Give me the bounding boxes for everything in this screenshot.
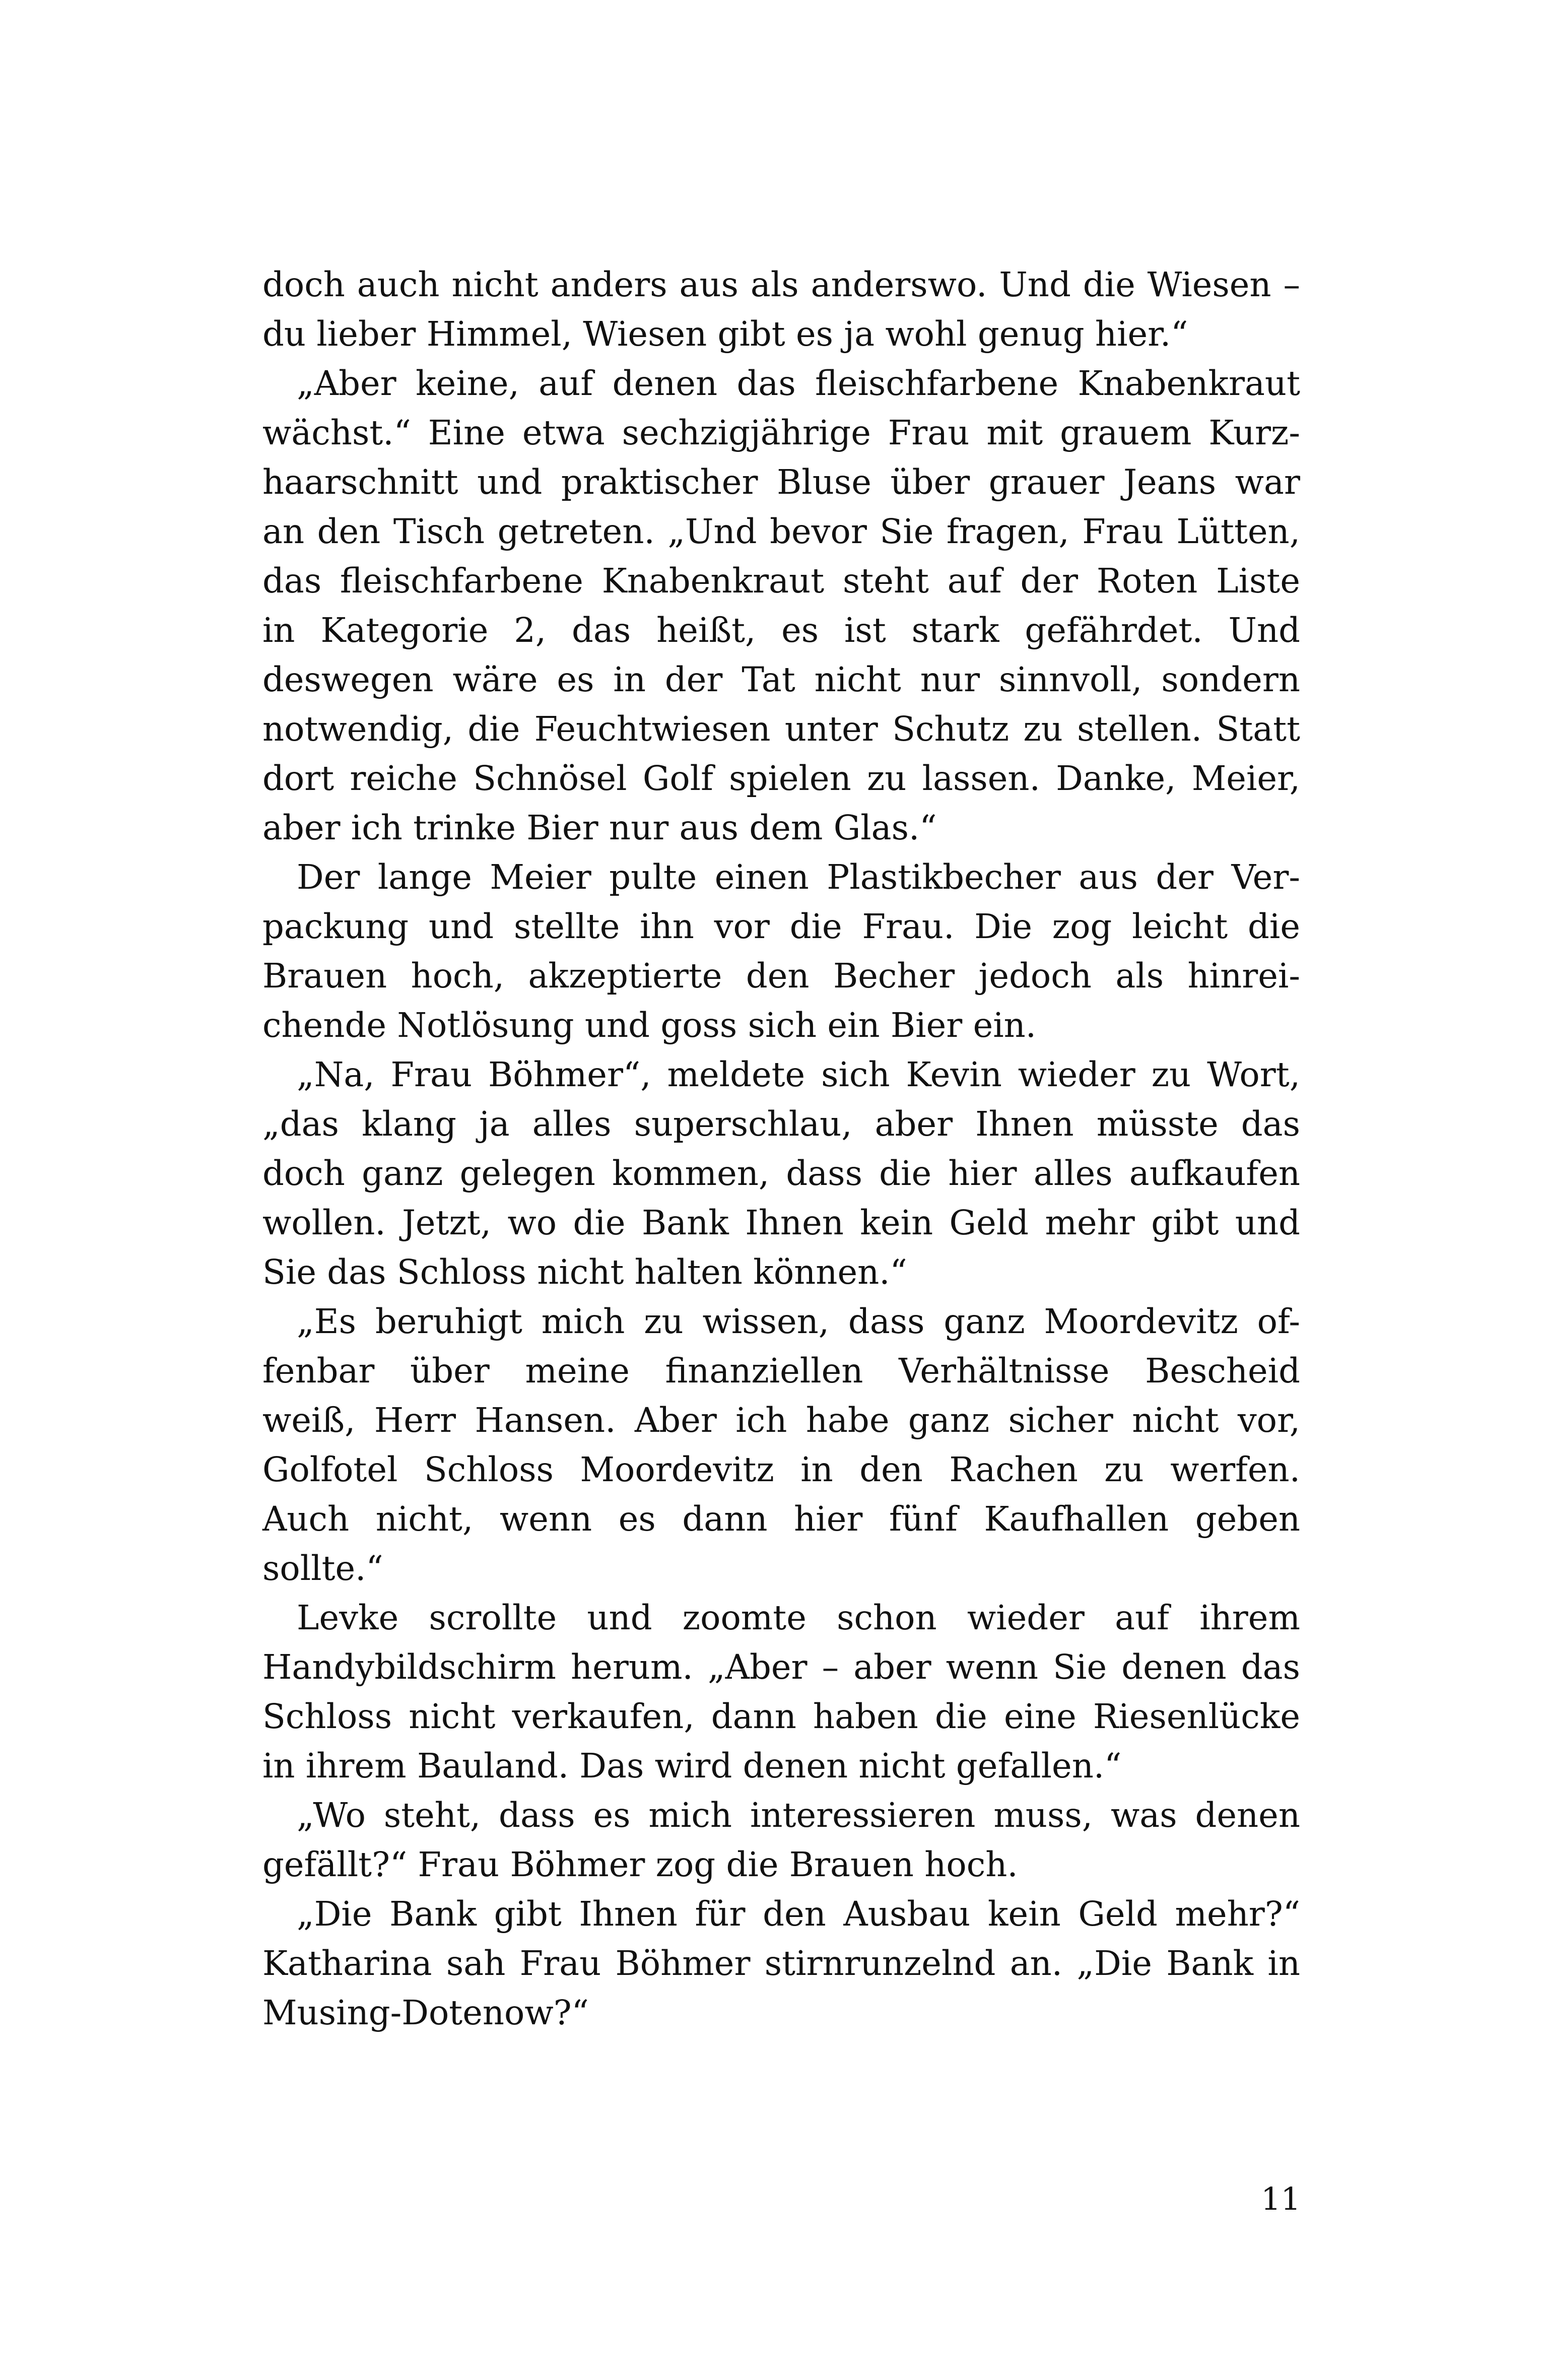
text-line: aber ich trinke Bier nur aus dem Glas.“ xyxy=(262,808,937,847)
text-line: gefällt?“ Frau Böhmer zog die Brauen hoch. xyxy=(262,1845,1018,1884)
text-line: Auch nicht, wenn es dann hier fünf Kaufhallen geben xyxy=(262,1499,1300,1539)
text-line: du lieber Himmel, Wiesen gibt es ja wohl genug hier.“ xyxy=(262,314,1188,354)
text-line: chende Notlösung und goss sich ein Bier ein. xyxy=(262,1006,1037,1045)
text-line: haarschnitt und praktischer Bluse über grauer Jeans war xyxy=(262,462,1300,502)
text-line: „Es beruhigt mich zu wissen, dass ganz Moordevitz of- xyxy=(297,1302,1300,1341)
text-line: weiß, Herr Hansen. Aber ich habe ganz sicher nicht vor, xyxy=(262,1401,1300,1440)
text-line: in Kategorie 2, das heißt, es ist stark gefährdet. Und xyxy=(262,611,1300,650)
text-line: notwendig, die Feuchtwiesen unter Schutz zu stellen. Statt xyxy=(262,709,1300,749)
text-line: in ihrem Bauland. Das wird denen nicht gefallen.“ xyxy=(262,1746,1122,1786)
text-line: dort reiche Schnösel Golf spielen zu lassen. Danke, Meier, xyxy=(262,759,1300,798)
text-line: doch auch nicht anders aus als anderswo. Und die Wiesen – xyxy=(262,265,1300,304)
text-line: Sie das Schloss nicht halten können.“ xyxy=(262,1252,907,1292)
text-line: doch ganz gelegen kommen, dass die hier alles aufkaufen xyxy=(262,1154,1300,1193)
text-line: Levke scrollte und zoomte schon wieder auf ihrem xyxy=(297,1598,1300,1637)
text-line: Schloss nicht verkaufen, dann haben die eine Riesenlücke xyxy=(262,1697,1300,1736)
text-line: Katharina sah Frau Böhmer stirnrunzelnd an. „Die Bank in xyxy=(262,1944,1300,1983)
text-line: Golfotel Schloss Moordevitz in den Rachen zu werfen. xyxy=(262,1450,1300,1489)
text-line: fenbar über meine finanziellen Verhältnisse Bescheid xyxy=(262,1351,1300,1391)
text-line: deswegen wäre es in der Tat nicht nur sinnvoll, sondern xyxy=(262,660,1300,699)
text-line: Handybildschirm herum. „Aber – aber wenn Sie denen das xyxy=(262,1647,1300,1687)
text-line: „Die Bank gibt Ihnen für den Ausbau kein Geld mehr?“ xyxy=(297,1894,1300,1934)
text-line: „Na, Frau Böhmer“, meldete sich Kevin wieder zu Wort, xyxy=(297,1055,1300,1094)
text-line: wächst.“ Eine etwa sechzigjährige Frau mit grauem Kurz- xyxy=(262,413,1300,452)
text-line: „Aber keine, auf denen das fleischfarbene Knabenkraut xyxy=(297,364,1300,403)
text-line: Musing-Dotenow?“ xyxy=(262,1993,589,2032)
text-line: das fleischfarbene Knabenkraut steht auf der Roten Liste xyxy=(262,561,1300,601)
text-line: Brauen hoch, akzeptierte den Becher jedoch als hinrei- xyxy=(262,956,1300,996)
page-number: 11 xyxy=(1261,2180,1301,2217)
text-line: an den Tisch getreten. „Und bevor Sie fragen, Frau Lütten, xyxy=(262,512,1300,551)
body-text xyxy=(262,260,1300,2037)
text-line: Der lange Meier pulte einen Plastikbecher aus der Ver- xyxy=(297,857,1300,897)
text-line: sollte.“ xyxy=(262,1549,383,1588)
text-line: „Wo steht, dass es mich interessieren muss, was denen xyxy=(297,1796,1300,1835)
text-line: „das klang ja alles superschlau, aber Ihnen müsste das xyxy=(262,1104,1300,1144)
text-line: wollen. Jetzt, wo die Bank Ihnen kein Geld mehr gibt und xyxy=(262,1203,1300,1242)
text-line: packung und stellte ihn vor die Frau. Die zog leicht die xyxy=(262,907,1300,946)
